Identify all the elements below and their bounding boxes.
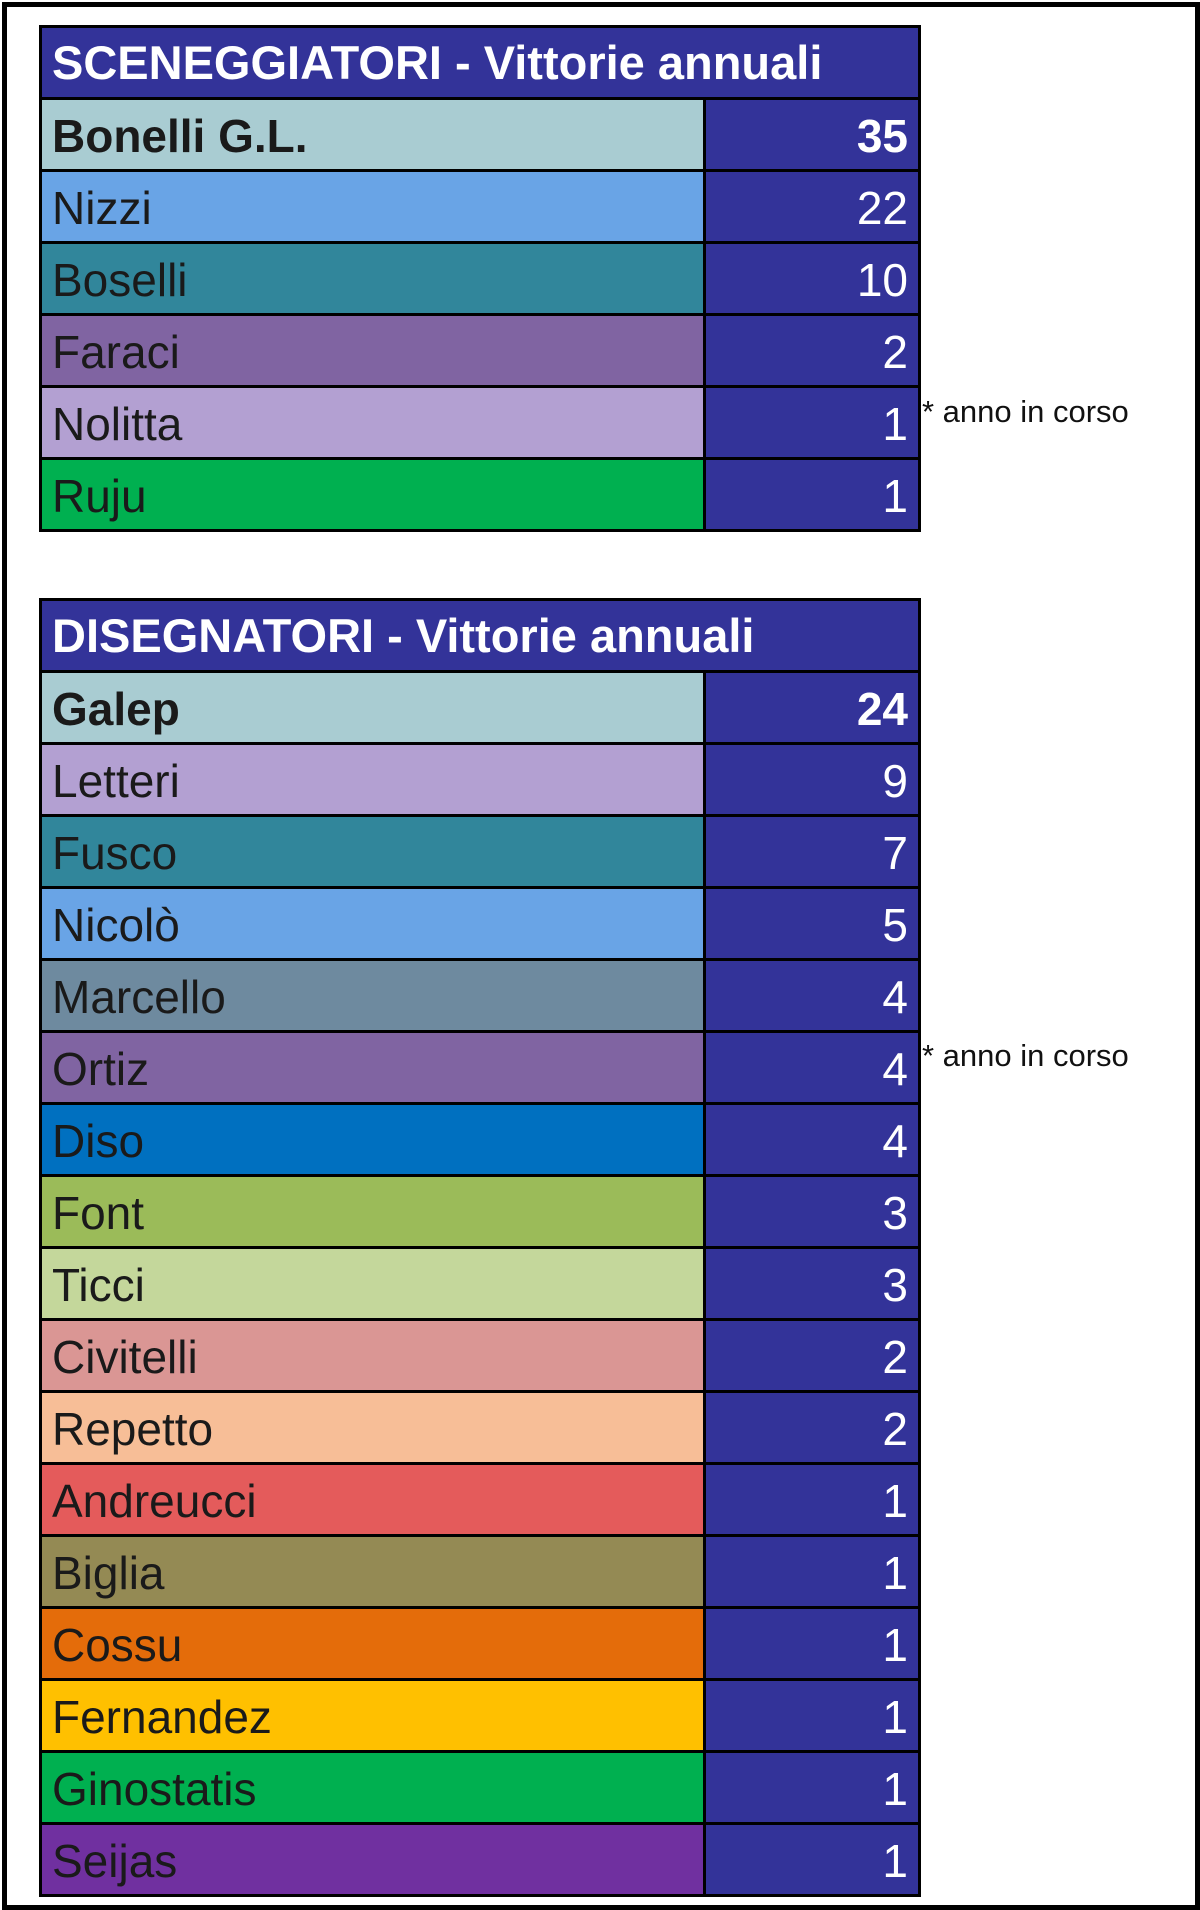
name-cell: Marcello: [42, 961, 703, 1030]
wins-cell: 3: [706, 1177, 918, 1246]
name-cell: Letteri: [42, 745, 703, 814]
name-cell: Bonelli G.L.: [42, 100, 703, 169]
table-row: [42, 1465, 918, 1534]
table-row: [42, 388, 918, 457]
table-row: [42, 817, 918, 886]
name-cell: Font: [42, 1177, 703, 1246]
wins-cell: 1: [706, 460, 918, 529]
wins-cell: 1: [706, 388, 918, 457]
writers-footnote: * anno in corso: [922, 394, 1129, 429]
wins-cell: 1: [706, 1681, 918, 1750]
artists-table-title: DISEGNATORI - Vittorie annuali: [42, 601, 918, 670]
table-row: [42, 1321, 918, 1390]
name-cell: Faraci: [42, 316, 703, 385]
wins-cell: 1: [706, 1537, 918, 1606]
wins-cell: 5: [706, 889, 918, 958]
wins-cell: 2: [706, 1393, 918, 1462]
name-cell: Nolitta: [42, 388, 703, 457]
table-row: [42, 244, 918, 313]
wins-cell: 9: [706, 745, 918, 814]
name-cell: Ginostatis: [42, 1753, 703, 1822]
wins-cell: 24: [706, 673, 918, 742]
name-cell: Ruju: [42, 460, 703, 529]
writers-table: [39, 25, 921, 532]
wins-cell: 22: [706, 172, 918, 241]
name-cell: Repetto: [42, 1393, 703, 1462]
name-cell: Boselli: [42, 244, 703, 313]
name-cell: Ortiz: [42, 1033, 703, 1102]
name-cell: Fernandez: [42, 1681, 703, 1750]
table-row: [42, 100, 918, 169]
name-cell: Andreucci: [42, 1465, 703, 1534]
name-cell: Seijas: [42, 1825, 703, 1894]
wins-cell: 10: [706, 244, 918, 313]
artists-table: [39, 598, 921, 1897]
wins-cell: 35: [706, 100, 918, 169]
wins-cell: 7: [706, 817, 918, 886]
name-cell: Ticci: [42, 1249, 703, 1318]
name-cell: Civitelli: [42, 1321, 703, 1390]
table-row: [42, 961, 918, 1030]
table-row: [42, 1753, 918, 1822]
name-cell: Nicolò: [42, 889, 703, 958]
name-cell: Biglia: [42, 1537, 703, 1606]
wins-cell: 4: [706, 961, 918, 1030]
wins-cell: 4: [706, 1105, 918, 1174]
name-cell: Fusco: [42, 817, 703, 886]
name-cell: Nizzi: [42, 172, 703, 241]
wins-cell: 2: [706, 316, 918, 385]
table-row: [42, 172, 918, 241]
writers-table-title: SCENEGGIATORI - Vittorie annuali: [42, 28, 918, 97]
table-row: [42, 1177, 918, 1246]
table-row: [42, 1825, 918, 1894]
table-row: [42, 460, 918, 529]
table-row: [42, 1681, 918, 1750]
table-row: [42, 673, 918, 742]
table-row: [42, 1393, 918, 1462]
wins-cell: 1: [706, 1753, 918, 1822]
table-row: [42, 1609, 918, 1678]
table-row: [42, 889, 918, 958]
wins-cell: 2: [706, 1321, 918, 1390]
name-cell: Diso: [42, 1105, 703, 1174]
wins-cell: 1: [706, 1609, 918, 1678]
table-row: [42, 1105, 918, 1174]
table-row: [42, 1033, 918, 1102]
wins-cell: 1: [706, 1825, 918, 1894]
table-row: [42, 1537, 918, 1606]
name-cell: Galep: [42, 673, 703, 742]
wins-cell: 4: [706, 1033, 918, 1102]
table-row: [42, 1249, 918, 1318]
artists-table-rows: [42, 673, 918, 1894]
wins-cell: 3: [706, 1249, 918, 1318]
table-row: [42, 316, 918, 385]
writers-table-rows: [42, 100, 918, 529]
artists-footnote: * anno in corso: [922, 1038, 1129, 1073]
table-row: [42, 745, 918, 814]
page-frame: [2, 2, 1200, 1910]
wins-cell: 1: [706, 1465, 918, 1534]
name-cell: Cossu: [42, 1609, 703, 1678]
